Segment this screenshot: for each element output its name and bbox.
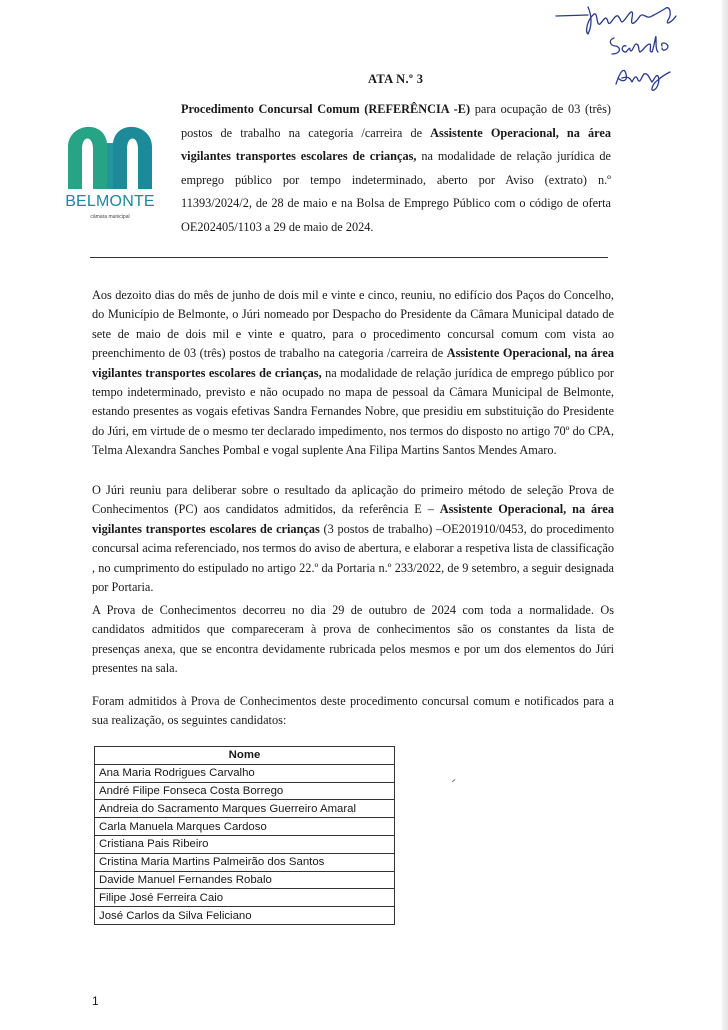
signature-scribbles xyxy=(548,2,718,97)
candidate-name: Carla Manuela Marques Cardoso xyxy=(95,818,395,836)
logo-subtitle: câmara municipal xyxy=(90,214,130,220)
table-row xyxy=(95,782,395,800)
text-run: (3 postos de trabalho) –OE201910/0453, do procedimento concursal acima referenciado, nos termos do aviso de abertura, e elaborar a respetiva lista de classificação , no cumprimento do estipulado no artigo 22.º da Portaria n.º 233/2022, de 9 setembro, a seguir designada por Portaria. xyxy=(92,521,615,595)
text-run: para ocupação de 03 (três) postos de trabalho na categoria /carreira de xyxy=(181,102,611,140)
text-run: na modalidade de relação jurídica de emprego público por tempo indeterminado, aberto por Aviso (extrato) n.º 11393/2024/2, de 28 de maio e na Bolsa de Emprego Público com o código de oferta OE202405/1103 a 29 de maio de 2024. xyxy=(181,149,611,234)
page-number: 1 xyxy=(92,994,99,1008)
table-row xyxy=(95,871,395,889)
logo-wordmark: BELMONTE xyxy=(65,193,155,210)
candidate-name: Davide Manuel Fernandes Robalo xyxy=(95,871,395,889)
table-row xyxy=(95,835,395,853)
candidate-name: Ana Maria Rodrigues Carvalho xyxy=(95,764,395,782)
candidate-name: Andreia do Sacramento Marques Guerreiro Amaral xyxy=(95,800,395,818)
belmonte-logo xyxy=(60,121,160,241)
candidates-table xyxy=(94,746,395,925)
header-divider xyxy=(90,257,608,258)
paragraph-deliberation xyxy=(92,481,614,597)
table-header-row xyxy=(95,747,395,765)
bold-text: Assistente Operacional, na área vigilantes transportes escolares de crianças, xyxy=(181,125,611,163)
candidate-name: Filipe José Ferreira Caio xyxy=(95,889,395,907)
text-run: Foram admitidos à Prova de Conhecimentos deste procedimento concursal comum e notificados para a sua realização, os seguintes candidatos: xyxy=(92,694,614,728)
candidate-name: José Carlos da Silva Feliciano xyxy=(95,907,395,925)
column-header-name: Nome xyxy=(95,747,395,765)
table-row xyxy=(95,853,395,871)
paragraph-meeting xyxy=(92,286,614,461)
candidate-name: Cristiana Pais Ribeiro xyxy=(95,835,395,853)
table-row xyxy=(95,764,395,782)
text-run: na modalidade de relação jurídica de emprego público por tempo indeterminado, previsto e não ocupado no mapa de pessoal da Câmara Municipal de Belmonte, estando presentes as vogais efetivas Sandra Fernandes Nobre, que presidiu em substituição do Presidente do Júri, em virtude de o mesmo ter declarado impedimento, nos termos do disposto no artigo 70º do CPA, Telma Alexandra Sanches Pombal e vogal suplente Ana Filipa Martins Santos Mendes Amaro. xyxy=(92,365,614,458)
stray-mark xyxy=(452,779,456,783)
belmonte-logo-mark xyxy=(60,121,160,191)
document-title: ATA N.º 3 xyxy=(368,72,424,86)
text-run: Aos dezoito dias do mês de junho de dois mil e vinte e cinco, reuniu, no edifício dos Paços do Concelho, do Município de Belmonte, o Júri nomeado por Despacho do Presidente da Câmara Municipal datado de sete de maio de dois mil e vinte e quatro, para o procedimento concursal comum com vista ao preenchimento de 03 (três) postos de trabalho na categoria /carreira de xyxy=(92,288,614,361)
candidate-name: André Filipe Fonseca Costa Borrego xyxy=(95,782,395,800)
text-run: O Júri reuniu para deliberar sobre o resultado da aplicação do primeiro método de seleção Prova de Conhecimentos (PC) aos candidatos admitidos, da referência E – xyxy=(92,483,614,517)
table-row xyxy=(95,889,395,907)
page-edge xyxy=(722,0,728,1030)
handwritten-signatures xyxy=(548,2,718,97)
bold-text: Procedimento Concursal Comum (REFERÊNCIA -E) xyxy=(181,102,471,116)
bold-text: Assistente Operacional, na área vigilantes transportes escolares de crianças xyxy=(92,502,614,536)
paragraph-exam xyxy=(92,601,614,679)
table-row xyxy=(95,818,395,836)
candidate-name: Cristina Maria Martins Palmeirão dos Santos xyxy=(95,853,395,871)
table-row xyxy=(95,907,395,925)
paragraph-admitted xyxy=(92,692,614,731)
procedure-heading xyxy=(181,98,611,239)
text-run: A Prova de Conhecimentos decorreu no dia 29 de outubro de 2024 com toda a normalidade. Os candidatos admitidos que compareceram à prova de conhecimentos são os constantes da lista de presenças anexa, que se encontra devidamente rubricada pelos mesmos e por um dos elementos do Júri presentes na sala. xyxy=(92,603,614,676)
bold-text: Assistente Operacional, na área vigilantes transportes escolares de crianças, xyxy=(92,346,614,380)
table-row xyxy=(95,800,395,818)
